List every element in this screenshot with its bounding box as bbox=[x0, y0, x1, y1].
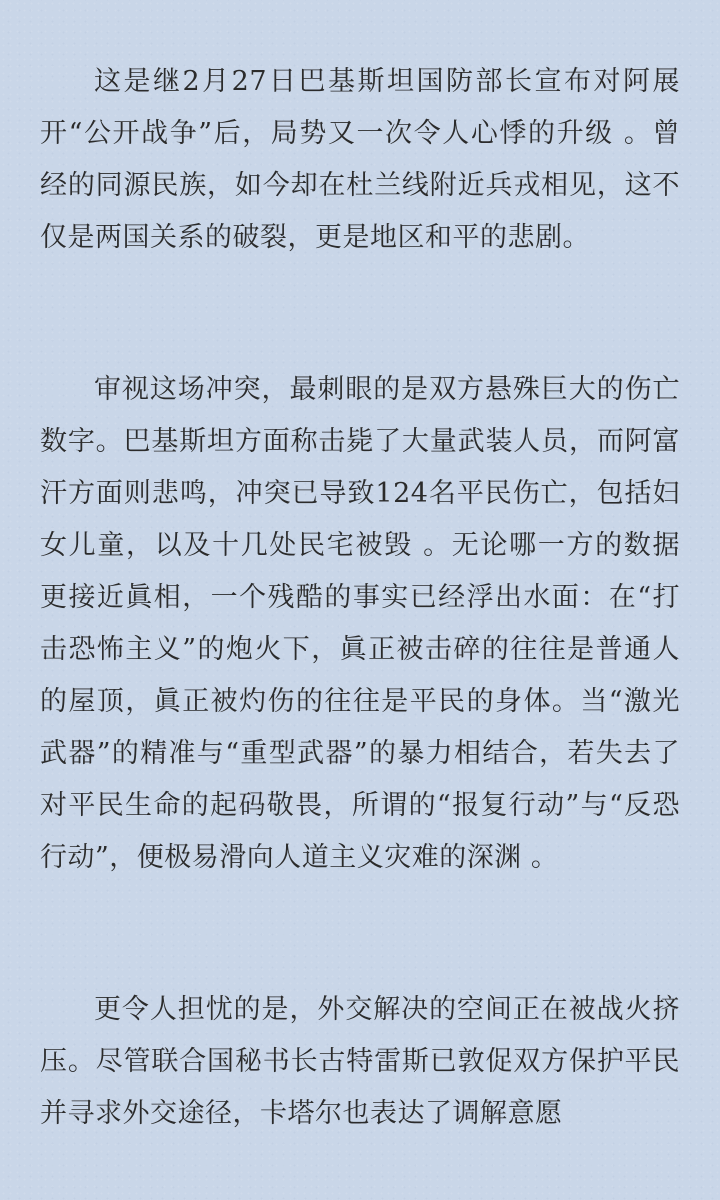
paragraph-casualties: 审视这场冲突，最刺眼的是双方悬殊巨大的伤亡数字。巴基斯坦方面称击毙了大量武装人员，而阿富汗方面则悲鸣，冲突已导致124名平民伤亡，包括妇女儿童，以及十几处民宅被毁 。无论哪一方的数据更接近眞相，一个残酷的事实已经浮出水面：在“打击恐怖主义”的炮火下，眞正被击碎的往往是普通人的屋顶，眞正被灼伤的往往是平民的身体。当“激光武器”的精准与“重型武器”的暴力相结合，若失去了对平民生命的起码敬畏，所谓的“报复行动”与“反恐行动”，便极易滑向人道主义灾难的深渊 。 bbox=[40, 374, 680, 873]
paragraph-escalation: 这是继2月27日巴基斯坦国防部长宣布对阿展开“公开战争”后，局势又一次令人心悸的升级 。曾经的同源民族，如今却在杜兰线附近兵戎相见，这不仅是两国关系的破裂，更是地区和平的悲剧。 bbox=[40, 66, 680, 253]
paragraph-diplomacy: 更令人担忧的是，外交解决的空间正在被战火挤压。尽管联合国秘书长古特雷斯已敦促双方保护平民并寻求外交途径，卡塔尔也表达了调解意愿 bbox=[40, 994, 680, 1129]
